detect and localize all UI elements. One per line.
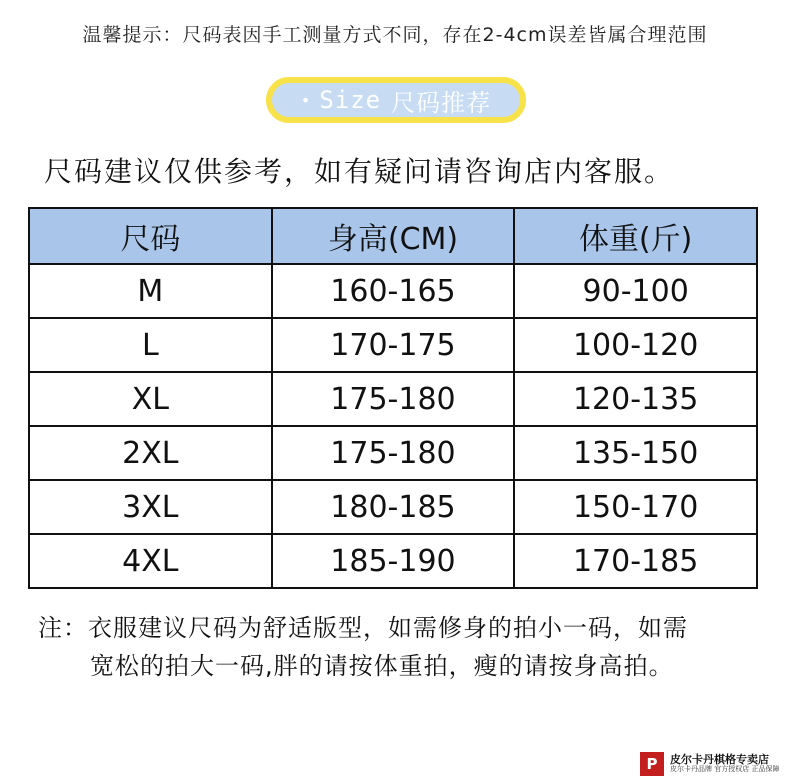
reference-note: 尺码建议仅供参考，如有疑问请咨询店内客服。 [44, 155, 675, 188]
cell-weight: 100-120 [514, 318, 757, 372]
cell-weight: 120-135 [514, 372, 757, 426]
brand-logo-icon: P [640, 752, 664, 776]
size-table [28, 207, 758, 589]
cell-height: 180-185 [272, 480, 515, 534]
table-row [29, 534, 757, 588]
size-recommend-badge [266, 77, 526, 123]
cell-weight: 170-185 [514, 534, 757, 588]
size-recommend-badge-inner [272, 83, 520, 117]
table-row [29, 372, 757, 426]
footnote-line-1: 注：衣服建议尺码为舒适版型，如需修身的拍小一码，如需 [38, 614, 688, 642]
badge-size-word: Size [319, 86, 382, 114]
bullet-icon: • [300, 90, 312, 110]
measurement-tip: 温馨提示：尺码表因手工测量方式不同，存在2-4cm误差皆属合理范围 [82, 24, 708, 46]
footnote-line-2: 宽松的拍大一码,胖的请按体重拍，瘦的请按身高拍。 [90, 652, 674, 680]
table-row [29, 264, 757, 318]
brand-name: 皮尔卡丹棋格专卖店 [670, 753, 769, 767]
cell-size: 3XL [29, 480, 272, 534]
cell-weight: 135-150 [514, 426, 757, 480]
brand-watermark [640, 752, 779, 776]
cell-height: 175-180 [272, 372, 515, 426]
cell-height: 160-165 [272, 264, 515, 318]
cell-height: 170-175 [272, 318, 515, 372]
table-header-row [29, 208, 757, 264]
cell-size: L [29, 318, 272, 372]
badge-label: 尺码推荐 [391, 88, 492, 117]
cell-size: M [29, 264, 272, 318]
table-row [29, 426, 757, 480]
header-size: 尺码 [29, 208, 272, 264]
brand-text [670, 754, 779, 774]
cell-weight: 90-100 [514, 264, 757, 318]
cell-height: 175-180 [272, 426, 515, 480]
header-height: 身高(CM) [272, 208, 515, 264]
header-weight: 体重(斤) [514, 208, 757, 264]
brand-subtitle: 皮尔卡丹品牌 官方授权店 正品保障 [670, 765, 780, 774]
table-row [29, 318, 757, 372]
cell-weight: 150-170 [514, 480, 757, 534]
cell-size: 4XL [29, 534, 272, 588]
cell-size: XL [29, 372, 272, 426]
table-row [29, 480, 757, 534]
cell-height: 185-190 [272, 534, 515, 588]
cell-size: 2XL [29, 426, 272, 480]
